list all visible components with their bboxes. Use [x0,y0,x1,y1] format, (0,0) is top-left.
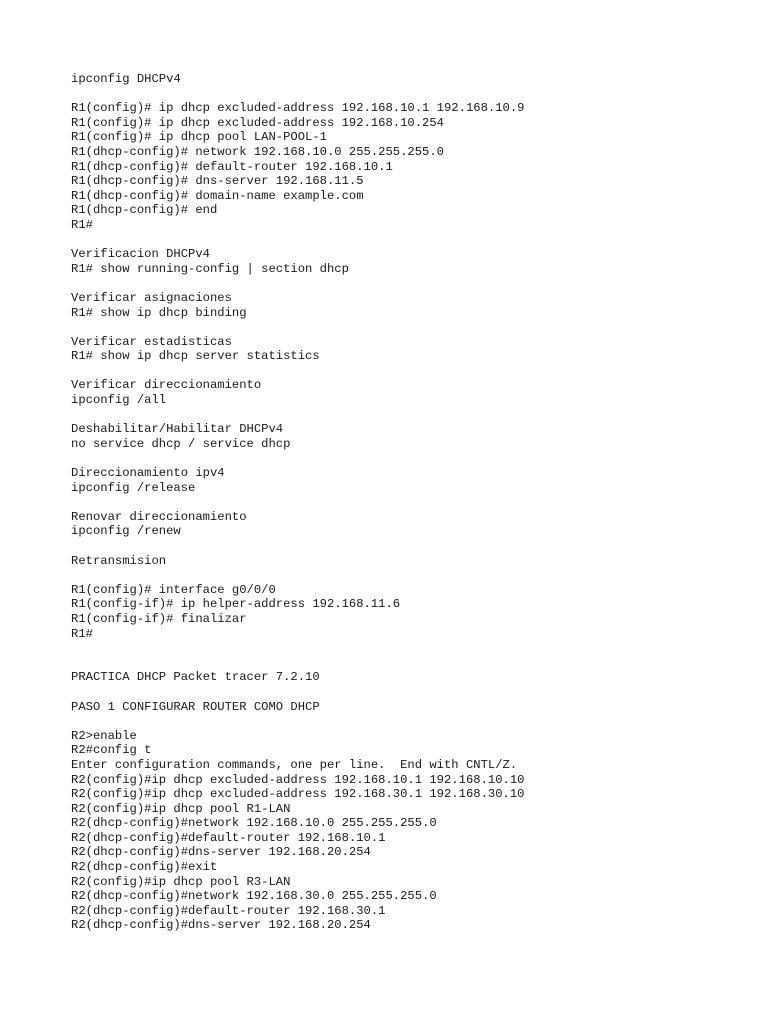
document-page [71,72,751,933]
code-line: no service dhcp / service dhcp [71,436,291,451]
code-line: R2(dhcp-config)#exit [71,860,218,875]
code-line: R1(dhcp-config)# end [71,203,218,218]
section-heading: PASO 1 CONFIGURAR ROUTER COMO DHCP [71,699,320,714]
code-line: R2(dhcp-config)#default-router 192.168.30.1 [71,903,386,918]
code-block-r1-dhcp-config [71,101,751,232]
code-line: R2(dhcp-config)#network 192.168.10.0 255.255.255.0 [71,816,437,831]
code-line: R1(config)# ip dhcp excluded-address 192.168.10.1 192.168.10.9 [71,101,525,116]
doc-heading-ipconfig-dhcpv4 [71,72,751,87]
code-line: R1(config)# ip dhcp excluded-address 192.168.10.254 [71,115,444,130]
code-line: R2>enable [71,728,137,743]
code-line: R1# show ip dhcp server statistics [71,349,320,364]
code-line: R1(config-if)# ip helper-address 192.168.11.6 [71,597,401,612]
code-line: R1(config)# interface g0/0/0 [71,582,276,597]
code-line: ipconfig /renew [71,524,181,539]
code-line: ipconfig /all [71,393,167,408]
section-verificacion-dhcpv4 [71,247,751,276]
section-heading: Renovar direccionamiento [71,509,247,524]
code-line: R2(dhcp-config)#network 192.168.30.0 255.255.255.0 [71,889,437,904]
code-line: R2(dhcp-config)#dns-server 192.168.20.254 [71,918,371,933]
code-line: R1# [71,626,93,641]
code-line: R2(config)#ip dhcp excluded-address 192.168.10.1 192.168.10.10 [71,772,525,787]
section-practica-dhcp [71,670,751,685]
section-verificar-direccionamiento [71,378,751,407]
code-line: R2(config)#ip dhcp pool R1-LAN [71,801,291,816]
section-heading: Deshabilitar/Habilitar DHCPv4 [71,422,284,437]
code-block-r1-helper [71,583,751,641]
section-verificar-asignaciones [71,291,751,320]
code-line: Enter configuration commands, one per line. End with CNTL/Z. [71,757,518,772]
section-heading: Direccionamiento ipv4 [71,466,225,481]
code-line: R1(dhcp-config)# default-router 192.168.10.1 [71,159,393,174]
code-line: R1(config)# ip dhcp pool LAN-POOL-1 [71,130,327,145]
section-heading: PRACTICA DHCP Packet tracer 7.2.10 [71,670,320,685]
section-renovar-direccionamiento [71,510,751,539]
code-line: R1# show running-config | section dhcp [71,261,349,276]
code-line: R1(dhcp-config)# domain-name example.com [71,188,364,203]
code-line: R1(dhcp-config)# network 192.168.10.0 255.255.255.0 [71,144,444,159]
code-line: R2(config)#ip dhcp excluded-address 192.168.30.1 192.168.30.10 [71,787,525,802]
code-line: R2(config)#ip dhcp pool R3-LAN [71,874,291,889]
section-direccionamiento-ipv4 [71,466,751,495]
code-line: R2(dhcp-config)#dns-server 192.168.20.254 [71,845,371,860]
code-line: R2(dhcp-config)#default-router 192.168.10.1 [71,830,386,845]
section-heading: Verificacion DHCPv4 [71,247,210,262]
section-heading: Verificar estadisticas [71,334,232,349]
code-line: R2#config t [71,743,152,758]
code-line: R1(config-if)# finalizar [71,611,247,626]
code-block-r2-dhcp-config [71,729,751,933]
code-line: ipconfig /release [71,480,196,495]
section-heading: Retransmision [71,553,167,568]
section-heading: Verificar asignaciones [71,290,232,305]
section-paso-1 [71,700,751,715]
section-verificar-estadisticas [71,335,751,364]
code-line: R1# [71,217,93,232]
section-heading: Verificar direccionamiento [71,378,262,393]
code-line: R1# show ip dhcp binding [71,305,247,320]
text-line: ipconfig DHCPv4 [71,72,181,86]
section-retransmision [71,554,751,569]
section-deshabilitar-habilitar [71,422,751,451]
code-line: R1(dhcp-config)# dns-server 192.168.11.5 [71,174,364,189]
